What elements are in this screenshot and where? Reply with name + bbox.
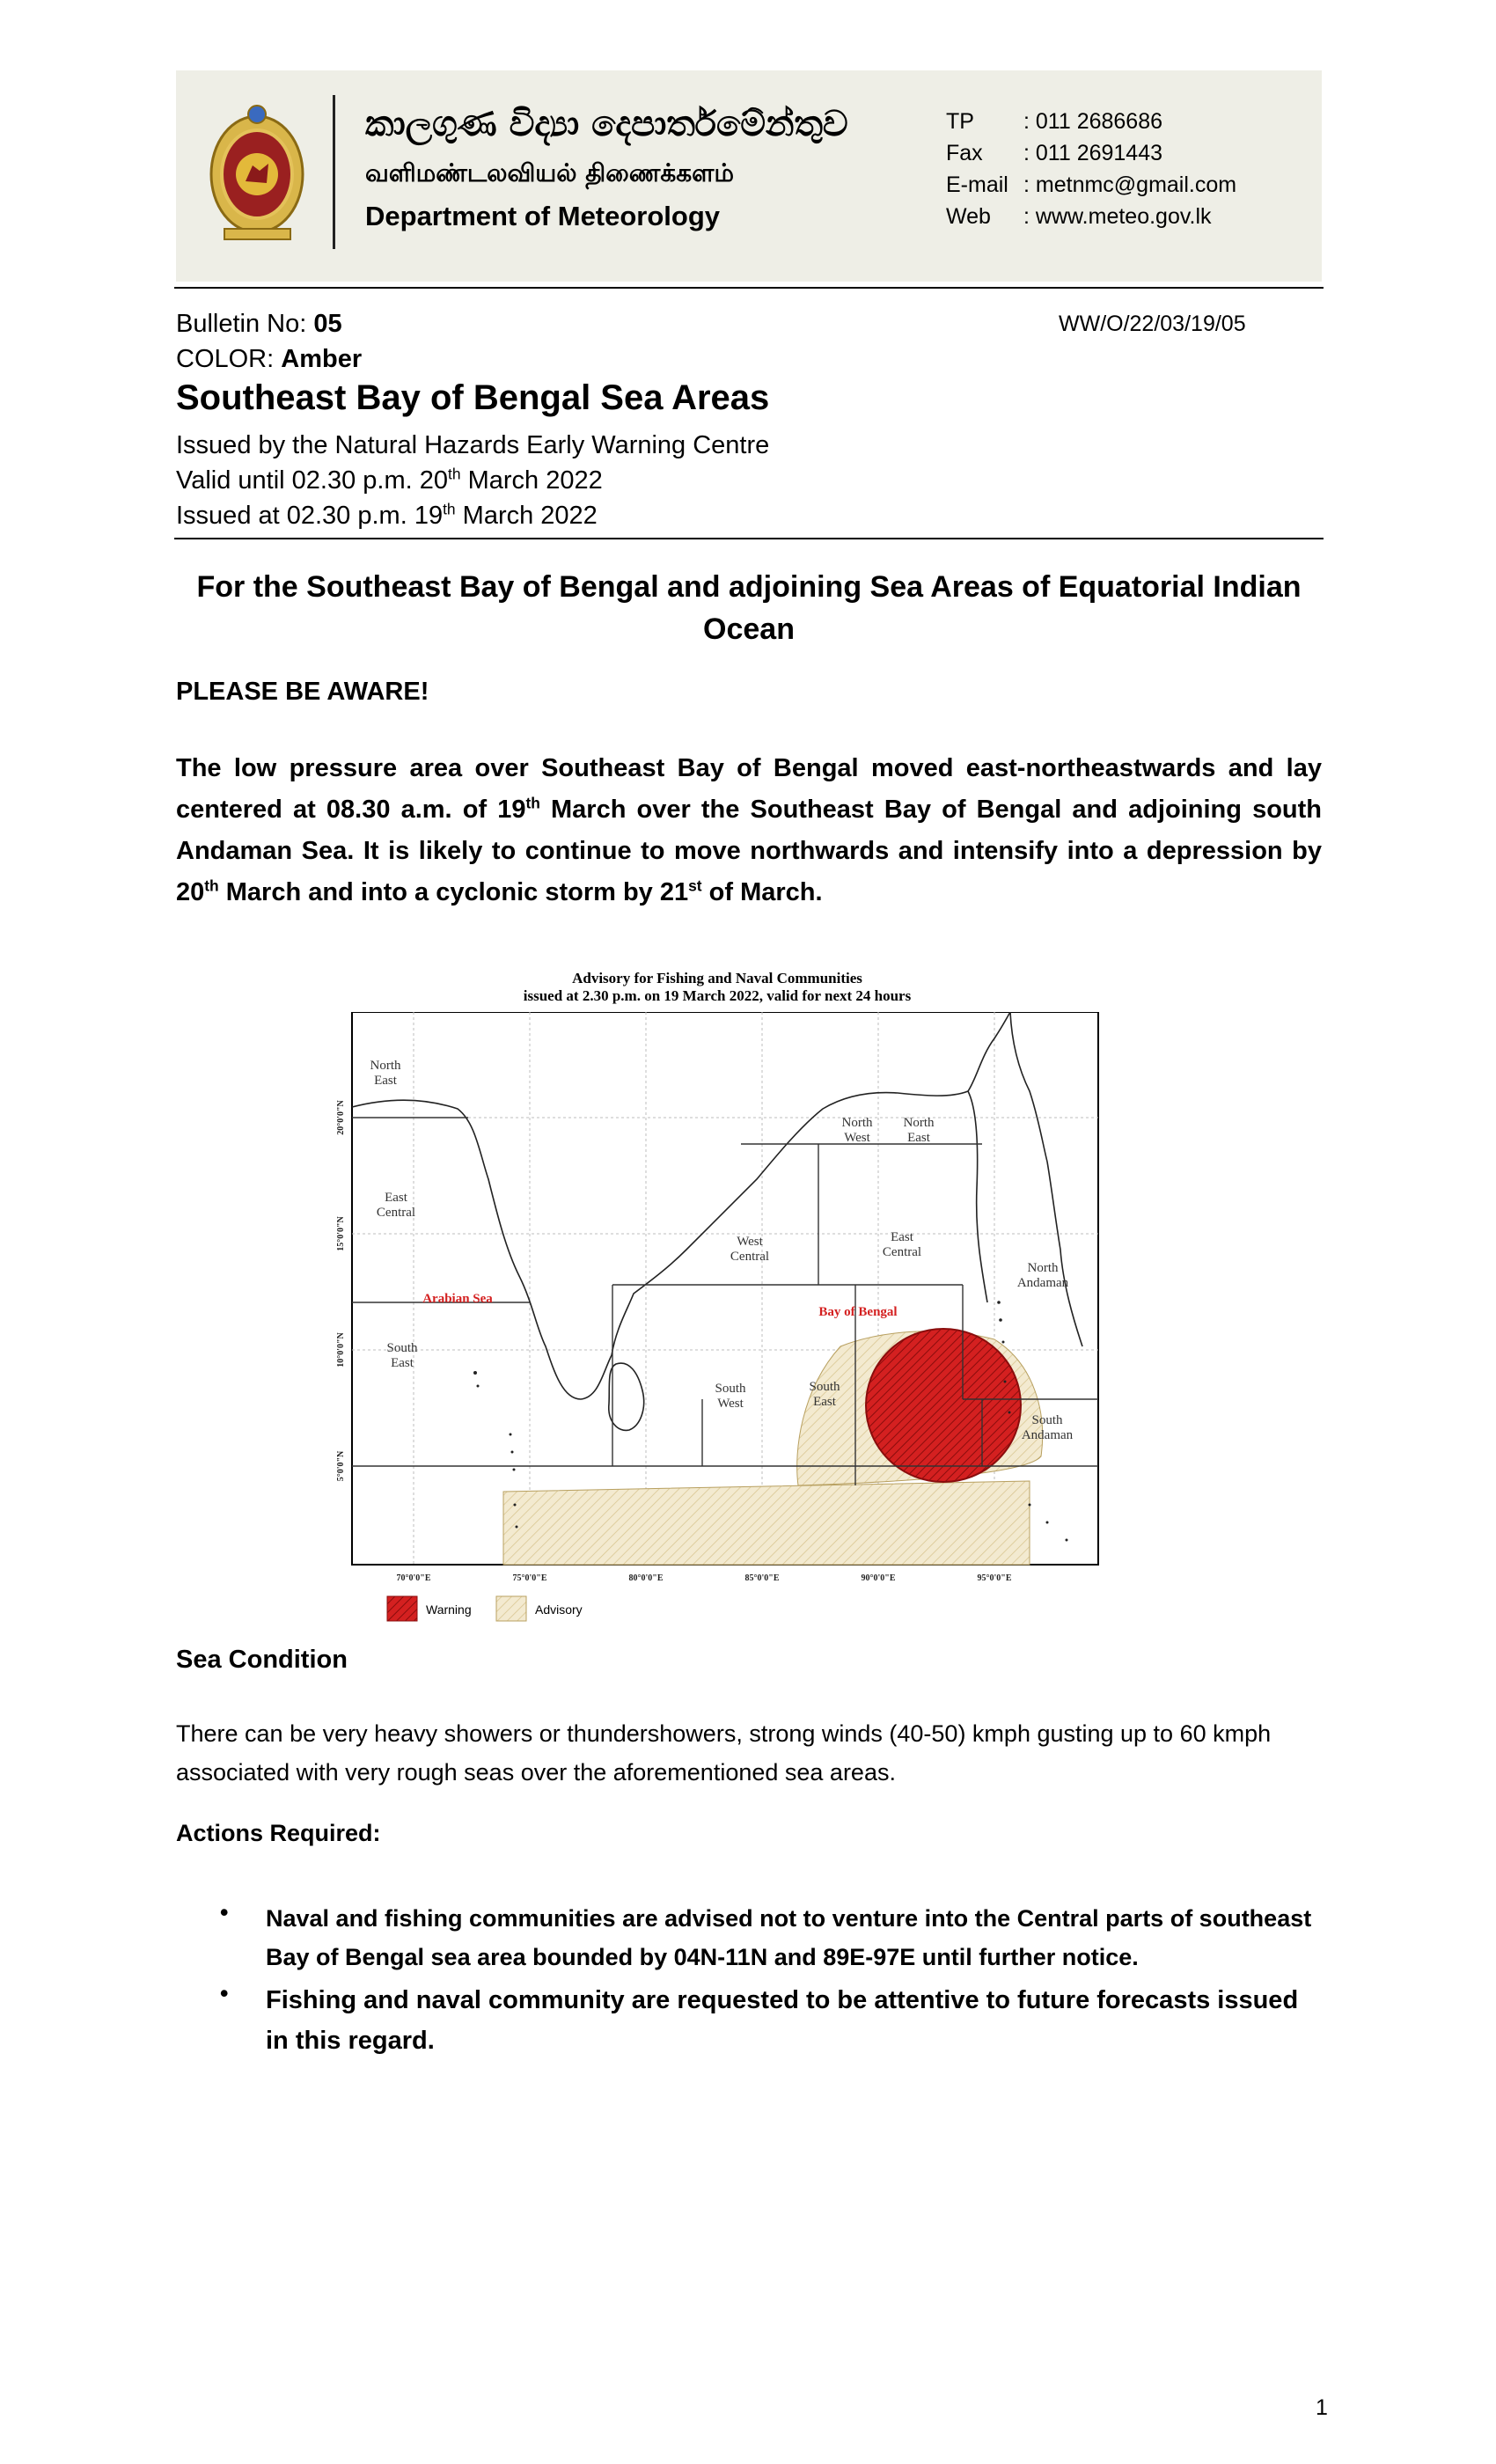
sea-area-advisory-map (299, 1012, 1126, 1628)
zone-south-east-bay: South (809, 1380, 840, 1394)
bulletin-color: COLOR: Amber (176, 345, 363, 373)
svg-text:Central: Central (730, 1250, 770, 1264)
zone-south-andaman: South (1031, 1413, 1063, 1427)
department-name-tamil: வளிமண்டலவியல் திணைக்களம் (365, 158, 734, 187)
bulletin-title: Southeast Bay of Bengal Sea Areas (176, 378, 770, 417)
header-rule (174, 287, 1324, 289)
x-tick-75: 75°0'0"E (512, 1573, 547, 1583)
zone-north-east-bay: North (903, 1116, 935, 1130)
svg-text:East: East (907, 1131, 930, 1145)
sri-lanka-emblem-logo (207, 97, 308, 246)
header-divider (333, 95, 335, 249)
department-name-english: Department of Meteorology (365, 201, 721, 231)
meta-rule (174, 538, 1324, 539)
contact-phone: TP : 011 2686686 (946, 109, 1163, 134)
contact-email: E-mail : metnmc@gmail.com (946, 172, 1237, 197)
situation-paragraph: The low pressure area over Southeast Bay of Bengal moved east-northeastwards and lay centered at 08.30 a.m. of 19th March over the Southeast Bay of Bengal and adjoining south Andaman Sea. It is likely to continue to move northwards and intensify into a depression by 20th March and into a cyclonic storm by 21st of March. (176, 754, 1322, 906)
y-tick-5: 5°0'0"N (336, 1450, 346, 1482)
zone-north-west-bay: North (841, 1116, 873, 1130)
zone-west-central-bay: West (737, 1235, 763, 1249)
label-bay-of-bengal: Bay of Bengal (818, 1305, 898, 1319)
bulletin-reference: WW/O/22/03/19/05 (1059, 312, 1246, 336)
x-tick-90: 90°0'0"E (861, 1573, 896, 1583)
svg-text:Central: Central (882, 1245, 922, 1259)
x-tick-85: 85°0'0"E (744, 1573, 780, 1583)
issued-at: Issued at 02.30 p.m. 19th March 2022 (176, 500, 598, 530)
actions-heading: Actions Required: (176, 1820, 381, 1846)
x-tick-95: 95°0'0"E (977, 1573, 1012, 1583)
x-tick-80: 80°0'0"E (628, 1573, 664, 1583)
sea-condition-text: There can be very heavy showers or thundershowers, strong winds (40-50) kmph gusting up to 60 kmph associated with very rough seas over the aforementioned sea areas. (176, 1720, 1272, 1786)
zone-east-central-arabian: East (385, 1191, 407, 1205)
please-be-aware: PLEASE BE AWARE! (176, 678, 429, 706)
valid-until: Valid until 02.30 p.m. 20th March 2022 (176, 465, 603, 495)
label-arabian-sea: Arabian Sea (422, 1292, 493, 1306)
legend-warning-swatch (387, 1596, 417, 1621)
svg-text:West: West (717, 1397, 744, 1411)
legend-advisory-swatch (496, 1596, 526, 1621)
y-tick-20: 20°0'0"N (336, 1100, 346, 1135)
advisory-heading: For the Southeast Bay of Bengal and adjoining Sea Areas of Equatorial Indian Ocean (196, 570, 1302, 646)
zone-north-east-arabian: North (370, 1059, 401, 1073)
svg-text:Central: Central (376, 1206, 416, 1220)
map-title: Advisory for Fishing and Naval Communities issued at 2.30 p.m. on 19 March 2022, valid for next 24 hours (523, 970, 912, 1004)
bullet-icon: • (220, 1980, 229, 2006)
contact-web: Web : www.meteo.gov.lk (946, 204, 1212, 229)
issued-by: Issued by the Natural Hazards Early Warning Centre (176, 431, 770, 459)
zone-south-west-bay: South (715, 1382, 746, 1396)
y-tick-10: 10°0'0"N (336, 1332, 346, 1368)
zone-south-east-arabian: South (386, 1341, 418, 1355)
y-tick-15: 15°0'0"N (336, 1216, 346, 1251)
action-item: Naval and fishing communities are advised not to venture into the Central parts of southeast Bay of Bengal sea area bounded by 04N-11N and 89E-97E until further notice. (266, 1905, 1312, 1970)
x-tick-70: 70°0'0"E (396, 1573, 431, 1583)
legend-warning-label: Warning (426, 1602, 472, 1617)
svg-text:East: East (813, 1395, 836, 1409)
zone-north-andaman: North (1027, 1261, 1059, 1275)
contact-fax: Fax : 011 2691443 (946, 141, 1163, 165)
svg-text:East: East (374, 1074, 397, 1088)
svg-text:West: West (844, 1131, 870, 1145)
action-item: Fishing and naval community are requested to be attentive to future forecasts issued in this regard. (266, 1986, 1299, 2055)
warning-area (866, 1329, 1021, 1482)
svg-text:Andaman: Andaman (1016, 1276, 1069, 1290)
svg-text:Andaman: Andaman (1021, 1428, 1074, 1442)
legend-advisory-label: Advisory (535, 1602, 583, 1617)
department-name-sinhala: කාලගුණ විද්‍යා දෙපාර්තමේන්තුව (365, 104, 848, 144)
page-number: 1 (1316, 2395, 1328, 2420)
svg-text:East: East (391, 1356, 414, 1370)
bullet-icon: • (220, 1899, 229, 1925)
zone-east-central-bay: East (891, 1230, 913, 1244)
advisory-area (503, 1481, 1030, 1565)
bulletin-number: Bulletin No: 05 (176, 310, 342, 338)
sea-condition-heading: Sea Condition (176, 1646, 348, 1674)
